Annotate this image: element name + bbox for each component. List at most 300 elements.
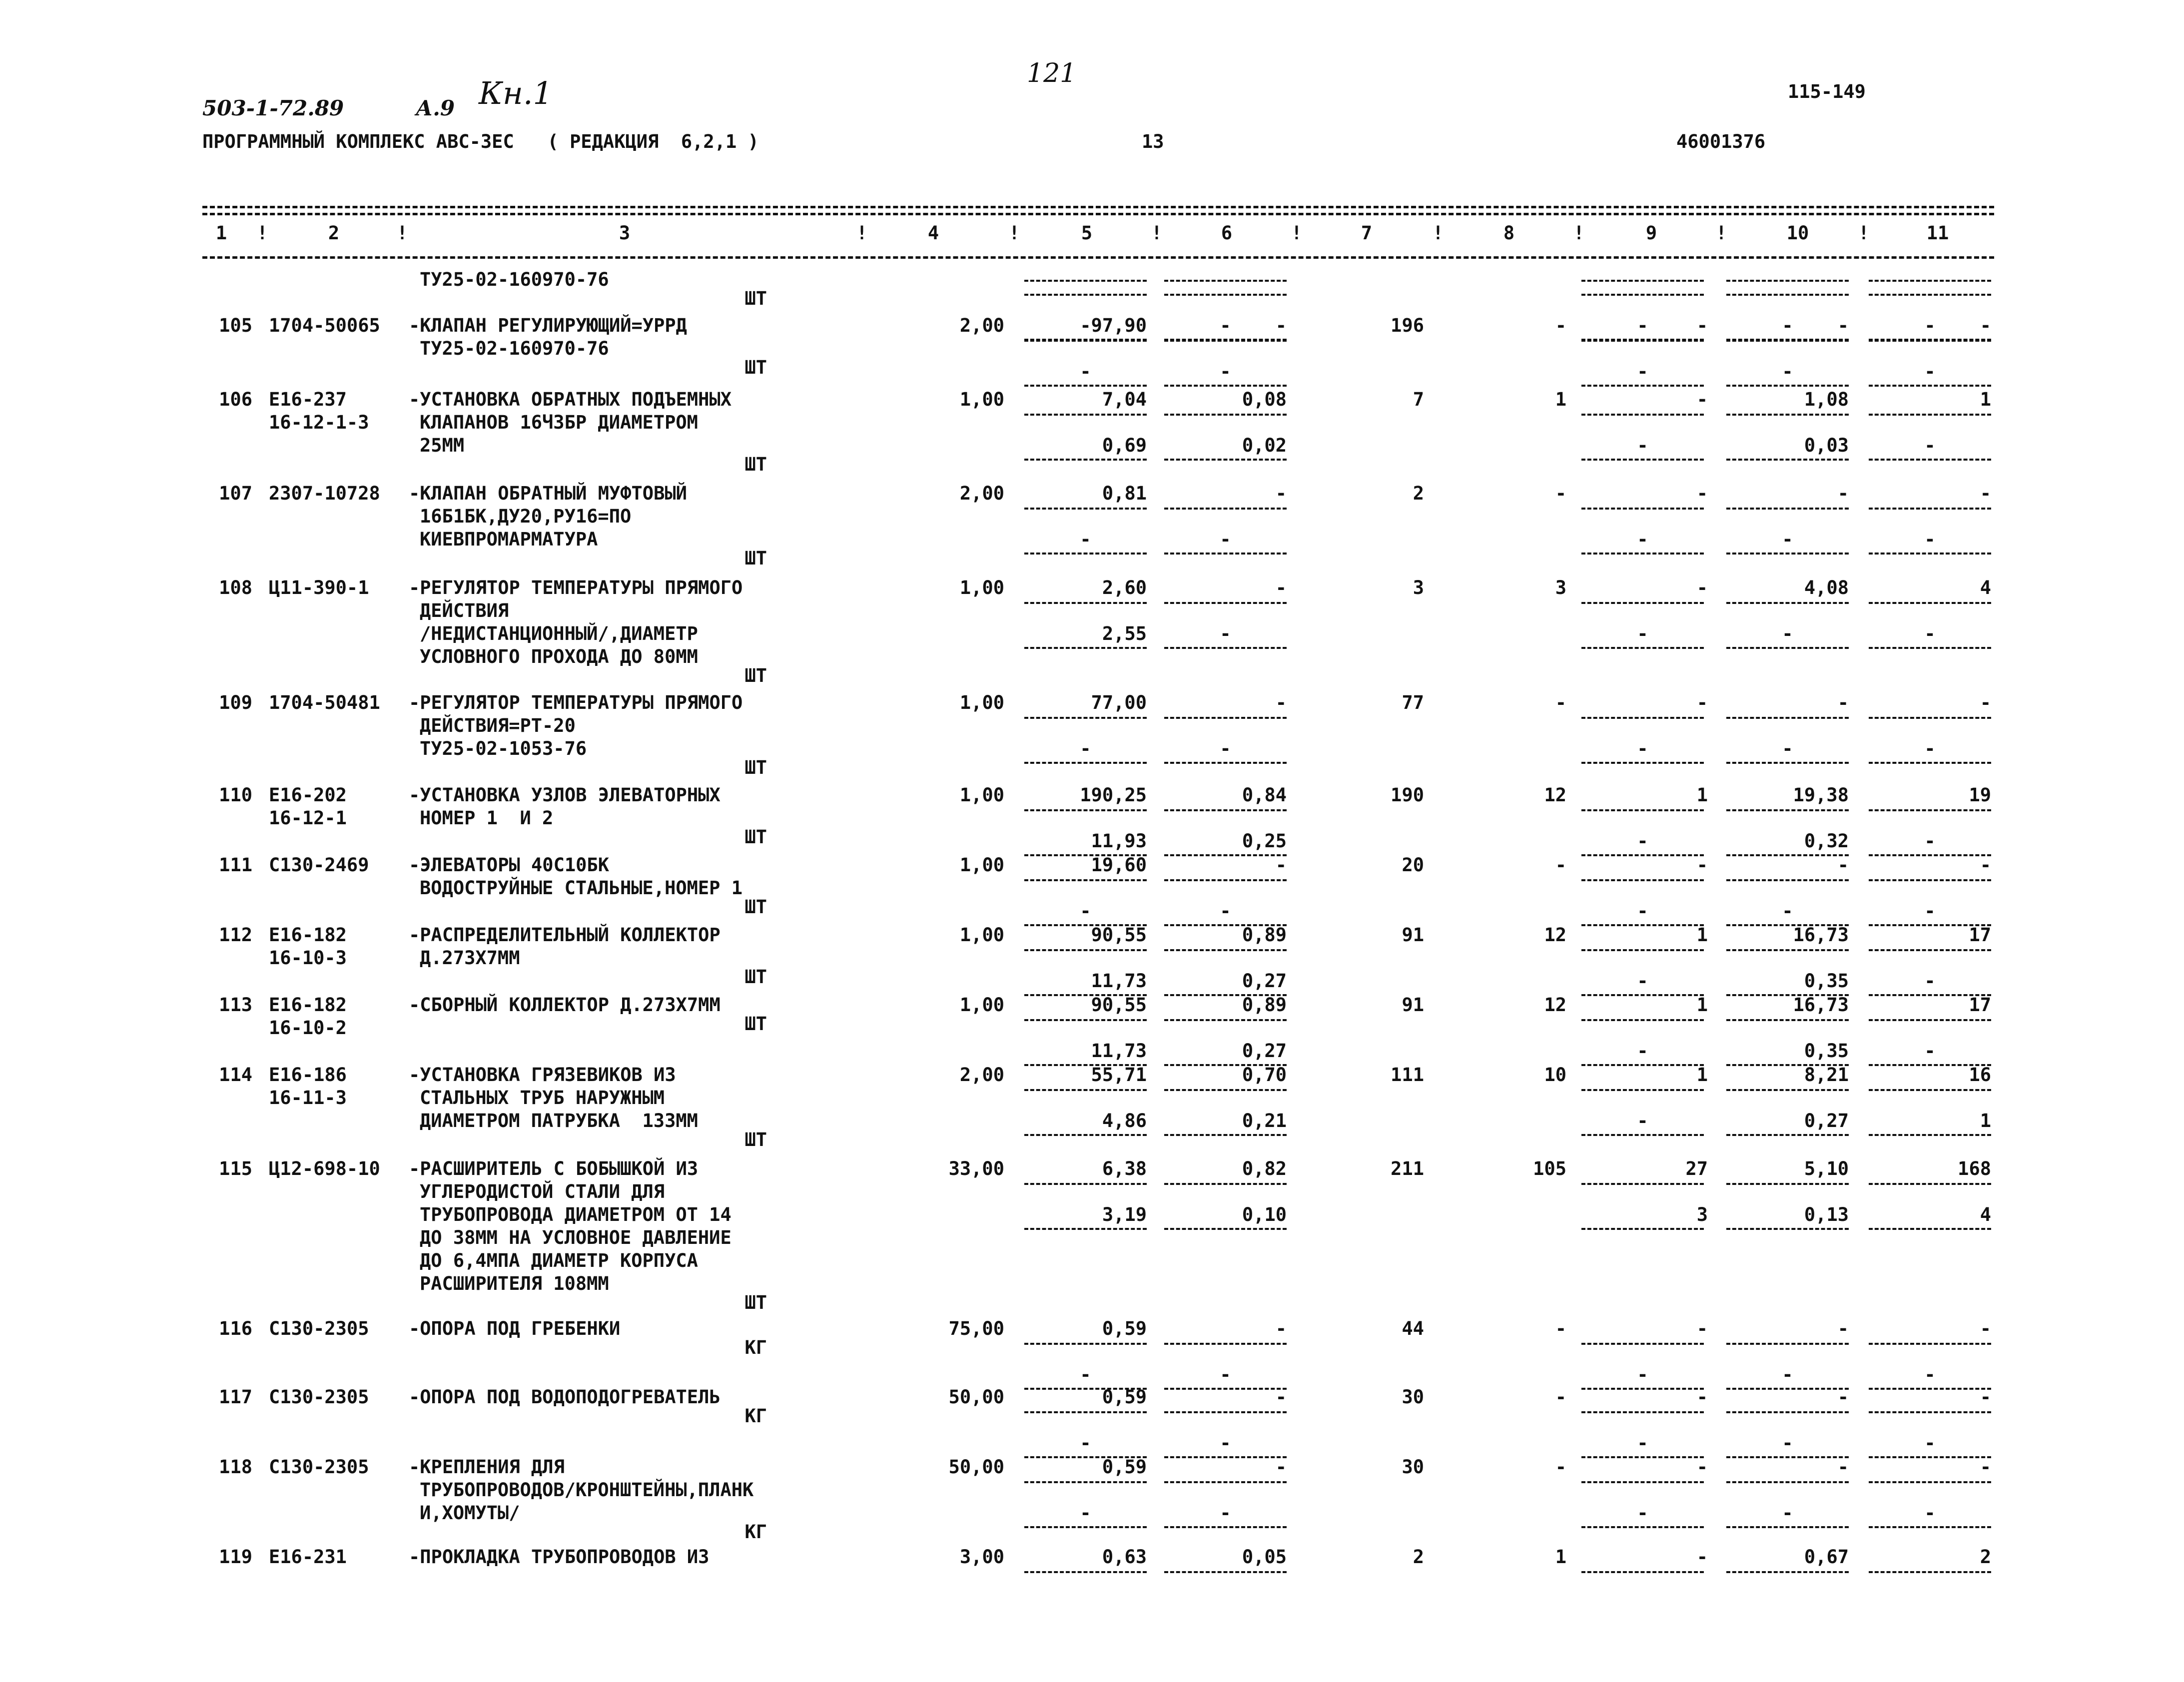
value-c10-lower: - (1782, 1364, 1793, 1385)
value-c11: - (1980, 1456, 1991, 1478)
item-description: ДО 38ММ НА УСЛОВНОЕ ДАВЛЕНИЕ (420, 1227, 731, 1248)
book-number: Кн.1 (479, 75, 553, 111)
item-description: ВОДОСТРУЙНЫЕ СТАЛЬНЫЕ,НОМЕР 1 (420, 877, 743, 899)
item-description: -КРЕПЛЕНИЯ ДЛЯ (409, 1456, 565, 1478)
value-divider-c9-lower (1581, 553, 1704, 555)
value-c6: - (1275, 1456, 1287, 1478)
value-divider-c11 (1869, 1571, 1991, 1573)
item-description: НОМЕР 1 И 2 (420, 807, 554, 829)
value-c7: 91 (1402, 924, 1424, 946)
value-c5: 7,04 (1102, 389, 1147, 410)
value-divider-c10 (1726, 1343, 1849, 1345)
value-divider-c5-lower (1024, 459, 1147, 461)
value-c10-lower: 0,03 (1804, 435, 1849, 456)
value-divider-c5 (1024, 602, 1147, 604)
value-c6-lower: 0,10 (1242, 1204, 1287, 1225)
item-code: 1704-50065 (269, 315, 380, 336)
item-code: 16-10-2 (269, 1017, 347, 1039)
value-c11-lower: 4 (1980, 1204, 1991, 1225)
value-c9-lower: - (1637, 529, 1648, 550)
value-divider-c11 (1869, 1019, 1991, 1021)
value-c10-lower: - (1782, 361, 1793, 382)
value-c10: 16,73 (1793, 994, 1849, 1016)
value-divider-c11-lower (1869, 762, 1991, 764)
value-c5: 190,25 (1080, 784, 1147, 806)
value-c9-lower: - (1637, 1502, 1648, 1524)
value-c5: 90,55 (1091, 924, 1147, 946)
column-header-3: 3 (619, 222, 631, 244)
item-description: -ОПОРА ПОД ВОДОПОДОГРЕВАТЕЛЬ (409, 1386, 721, 1408)
value-c9-lower: - (1637, 1432, 1648, 1454)
value-c10-lower: 0,13 (1804, 1204, 1849, 1225)
value-c5-lower: - (1080, 738, 1091, 759)
value-c10-lower: - (1782, 315, 1793, 336)
quantity: 1,00 (959, 924, 1004, 946)
value-divider-c11-lower (1869, 1228, 1991, 1230)
value-divider-c11 (1869, 717, 1991, 719)
value-c9: - (1696, 389, 1708, 410)
item-code: С130-2305 (269, 1456, 369, 1478)
item-description: КЛАПАНОВ 16Ч3БР ДИАМЕТРОМ (420, 412, 698, 433)
value-c5-lower: 4,86 (1102, 1110, 1147, 1131)
item-description: ТУ25-02-160970-76 (420, 338, 609, 359)
value-divider-c9 (1581, 717, 1704, 719)
row-number: 108 (219, 577, 252, 598)
value-divider-c9-lower (1581, 647, 1704, 649)
value-divider-c10-lower (1726, 1134, 1849, 1136)
value-divider-c5-lower (1024, 762, 1147, 764)
value-divider-c6 (1164, 602, 1287, 604)
item-description: КИЕВПРОМАРМАТУРА (420, 529, 598, 550)
item-description: 25ММ (420, 435, 465, 456)
value-divider-c6 (1164, 508, 1287, 510)
item-code: Ц11-390-1 (269, 577, 369, 598)
value-divider-c5-lower (1024, 1228, 1147, 1230)
value-c7: 30 (1402, 1456, 1424, 1478)
value-divider-c10 (1726, 294, 1849, 296)
value-c9: - (1696, 315, 1708, 336)
value-c6: - (1275, 854, 1287, 876)
value-divider-c11 (1869, 1089, 1991, 1091)
value-divider-c5 (1024, 809, 1147, 811)
value-c5-lower: - (1080, 315, 1091, 336)
unit-of-measure: ШТ (744, 665, 767, 686)
value-c9: - (1696, 1546, 1708, 1568)
value-divider-c9-lower (1581, 1526, 1704, 1528)
value-divider-c11-lower (1869, 385, 1991, 387)
unit-of-measure: ШТ (744, 896, 767, 918)
value-divider-c9-lower (1581, 385, 1704, 387)
value-c8: - (1555, 315, 1566, 336)
value-divider-c5 (1024, 949, 1147, 951)
column-separator: ! (1573, 222, 1585, 244)
item-description: ДЕЙСТВИЯ=РТ-20 (420, 715, 576, 736)
value-c9: 27 (1685, 1158, 1708, 1179)
value-c6-lower: - (1220, 361, 1231, 382)
quantity: 1,00 (959, 577, 1004, 598)
item-code: Е16-202 (269, 784, 347, 806)
value-c11-lower: - (1924, 1040, 1936, 1062)
value-c9-lower: - (1637, 315, 1648, 336)
value-divider-c6 (1164, 294, 1287, 296)
value-divider-c11 (1869, 809, 1991, 811)
value-divider-c6-lower (1164, 647, 1287, 649)
item-code: Е16-182 (269, 924, 347, 946)
value-c11-lower: - (1924, 1432, 1936, 1454)
value-c5-lower: 2,55 (1102, 623, 1147, 644)
value-divider-c11-lower (1869, 553, 1991, 555)
item-description: /НЕДИСТАНЦИОННЫЙ/,ДИАМЕТР (420, 623, 698, 644)
value-divider-c9 (1581, 1481, 1704, 1483)
item-code: Е16-186 (269, 1064, 347, 1086)
item-description: ДЕЙСТВИЯ (420, 600, 509, 621)
column-header-8: 8 (1503, 222, 1515, 244)
value-c7: 7 (1413, 389, 1424, 410)
value-c10: - (1837, 315, 1849, 336)
value-divider-c5 (1024, 414, 1147, 416)
value-c11: 19 (1969, 784, 1991, 806)
value-divider-c6 (1164, 1089, 1287, 1091)
value-divider-c6 (1164, 717, 1287, 719)
value-divider-c9 (1581, 1343, 1704, 1345)
value-c10: 8,21 (1804, 1064, 1849, 1086)
value-c8: - (1555, 854, 1566, 876)
job-number: 46001376 (1676, 131, 1766, 152)
item-code: С130-2305 (269, 1318, 369, 1339)
value-c8: - (1555, 1386, 1566, 1408)
column-separator: ! (396, 222, 408, 244)
value-c6: 0,08 (1242, 389, 1287, 410)
value-c10: - (1837, 1386, 1849, 1408)
value-divider-c10 (1726, 1183, 1849, 1185)
value-c11-lower: - (1924, 623, 1936, 644)
value-c10-lower: 0,35 (1804, 970, 1849, 992)
value-c7: 91 (1402, 994, 1424, 1016)
value-c11-lower: - (1924, 1502, 1936, 1524)
value-c7: 3 (1413, 577, 1424, 598)
value-divider-c5 (1024, 1089, 1147, 1091)
value-c8: 12 (1544, 924, 1566, 946)
value-c8: 1 (1555, 389, 1566, 410)
row-number: 112 (219, 924, 252, 946)
item-description: ТУ25-02-1053-76 (420, 738, 587, 759)
unit-of-measure: ШТ (744, 757, 767, 778)
value-c5-lower: - (1080, 361, 1091, 382)
value-c5: 55,71 (1091, 1064, 1147, 1086)
value-c7: 111 (1391, 1064, 1424, 1086)
quantity: 1,00 (959, 784, 1004, 806)
value-c9: - (1696, 483, 1708, 504)
value-c5: 0,63 (1102, 1546, 1147, 1568)
value-divider-c11 (1869, 294, 1991, 296)
value-c10: - (1837, 1456, 1849, 1478)
value-c9-lower: - (1637, 738, 1648, 759)
item-code: С130-2305 (269, 1386, 369, 1408)
value-divider-c5 (1024, 879, 1147, 881)
value-c10-lower: - (1782, 623, 1793, 644)
item-code: 2307-10728 (269, 483, 380, 504)
value-divider-c11 (1869, 340, 1991, 342)
value-divider-c5 (1024, 1481, 1147, 1483)
unit-of-measure: КГ (744, 1405, 767, 1427)
row-number: 111 (219, 854, 252, 876)
value-divider-c6 (1164, 1343, 1287, 1345)
value-c5-lower: 11,93 (1091, 830, 1147, 852)
value-divider-c6-lower (1164, 1134, 1287, 1136)
column-separator: ! (1151, 222, 1163, 244)
continuation-divider (1869, 280, 1991, 282)
value-c5: 19,60 (1091, 854, 1147, 876)
value-c9-lower: - (1637, 623, 1648, 644)
row-number: 109 (219, 692, 252, 713)
value-c11-lower: - (1924, 830, 1936, 852)
value-c8: - (1555, 1318, 1566, 1339)
value-c6: 0,05 (1242, 1546, 1287, 1568)
value-c8: 12 (1544, 784, 1566, 806)
value-divider-c6 (1164, 340, 1287, 342)
value-divider-c5 (1024, 1343, 1147, 1345)
value-c11: - (1980, 1318, 1991, 1339)
value-c5: 97,90 (1091, 315, 1147, 336)
continuation-divider (1581, 280, 1704, 282)
value-divider-c10 (1726, 949, 1849, 951)
value-c10: 16,73 (1793, 924, 1849, 946)
value-divider-c5 (1024, 340, 1147, 342)
value-divider-c10 (1726, 1089, 1849, 1091)
value-c6: 0,84 (1242, 784, 1287, 806)
value-c10: - (1837, 1318, 1849, 1339)
value-divider-c9 (1581, 879, 1704, 881)
item-description: ТУ25-02-160970-76 (420, 269, 609, 290)
value-divider-c10 (1726, 508, 1849, 510)
value-c8: 3 (1555, 577, 1566, 598)
value-c6-lower: - (1220, 738, 1231, 759)
value-c11: 17 (1969, 924, 1991, 946)
value-c11-lower: - (1924, 435, 1936, 456)
value-divider-c10 (1726, 602, 1849, 604)
item-description: -ОПОРА ПОД ГРЕБЕНКИ (409, 1318, 621, 1339)
value-c6: 0,70 (1242, 1064, 1287, 1086)
item-description: -ЭЛЕВАТОРЫ 40С10БК (409, 854, 609, 876)
value-c11-lower: - (1924, 361, 1936, 382)
value-divider-c10 (1726, 879, 1849, 881)
unit-of-measure: КГ (744, 1337, 767, 1358)
value-c5-lower: 11,73 (1091, 1040, 1147, 1062)
value-divider-c6-lower (1164, 1526, 1287, 1528)
unit-of-measure: ШТ (744, 966, 767, 988)
value-c9: - (1696, 692, 1708, 713)
value-c8: 10 (1544, 1064, 1566, 1086)
value-divider-c9 (1581, 1019, 1704, 1021)
value-divider-c6 (1164, 1183, 1287, 1185)
column-header-2: 2 (328, 222, 340, 244)
unit-of-measure: КГ (744, 1521, 767, 1543)
item-description: УГЛЕРОДИСТОЙ СТАЛИ ДЛЯ (420, 1181, 665, 1202)
column-header-5: 5 (1081, 222, 1093, 244)
value-divider-c11 (1869, 414, 1991, 416)
value-c11-lower: - (1924, 315, 1936, 336)
program-title: ПРОГРАММНЫЙ КОМПЛЕКС АВС-3ЕС ( РЕДАКЦИЯ 6,2,1 ) (202, 131, 759, 152)
value-c6-lower: 0,02 (1242, 435, 1287, 456)
value-divider-c9 (1581, 1411, 1704, 1413)
item-description: -РЕГУЛЯТОР ТЕМПЕРАТУРЫ ПРЯМОГО (409, 692, 743, 713)
value-divider-c6-lower (1164, 459, 1287, 461)
value-divider-c10 (1726, 414, 1849, 416)
value-c5: 77,00 (1091, 692, 1147, 713)
item-code: Е16-182 (269, 994, 347, 1016)
value-c5-lower: - (1080, 1502, 1091, 1524)
value-c6-lower: - (1220, 1502, 1231, 1524)
item-code: 16-10-3 (269, 947, 347, 969)
value-divider-c6 (1164, 1019, 1287, 1021)
item-description: -ПРОКЛАДКА ТРУБОПРОВОДОВ ИЗ (409, 1546, 710, 1568)
value-c9: - (1696, 1386, 1708, 1408)
value-c11: 168 (1958, 1158, 1991, 1179)
value-c5: 2,60 (1102, 577, 1147, 598)
value-c11: - (1980, 854, 1991, 876)
value-divider-c11-lower (1869, 1134, 1991, 1136)
value-c9-lower: 3 (1696, 1204, 1708, 1225)
value-c8: 12 (1544, 994, 1566, 1016)
value-c5-lower: 3,19 (1102, 1204, 1147, 1225)
column-header-10: 10 (1786, 222, 1809, 244)
value-c9-lower: - (1637, 435, 1648, 456)
value-divider-c5 (1024, 508, 1147, 510)
value-c9: 1 (1696, 924, 1708, 946)
value-c10-lower: 0,27 (1804, 1110, 1849, 1131)
value-divider-c6-lower (1164, 385, 1287, 387)
value-c5: 0,59 (1102, 1386, 1147, 1408)
value-c6: 0,89 (1242, 994, 1287, 1016)
column-separator: ! (1432, 222, 1444, 244)
value-c11-lower: - (1924, 529, 1936, 550)
value-c9-lower: - (1637, 1040, 1648, 1062)
column-header-11: 11 (1926, 222, 1949, 244)
value-c10: 19,38 (1793, 784, 1849, 806)
value-c6-lower: 0,25 (1242, 830, 1287, 852)
row-number: 114 (219, 1064, 252, 1086)
value-divider-c6-lower (1164, 762, 1287, 764)
value-c10-lower: - (1782, 738, 1793, 759)
column-header-1: 1 (215, 222, 227, 244)
column-separator: ! (1715, 222, 1727, 244)
value-divider-c9 (1581, 1183, 1704, 1185)
value-c6: - (1275, 315, 1287, 336)
value-divider-c11-lower (1869, 647, 1991, 649)
value-c11-lower: - (1924, 900, 1936, 922)
value-divider-c9 (1581, 294, 1704, 296)
value-c5-lower: 0,69 (1102, 435, 1147, 456)
value-c5-lower: - (1080, 529, 1091, 550)
quantity: 2,00 (959, 1064, 1004, 1086)
value-divider-c5 (1024, 1411, 1147, 1413)
unit-of-measure: ШТ (744, 1292, 767, 1313)
value-c10: 1,08 (1804, 389, 1849, 410)
value-divider-c6-lower (1164, 553, 1287, 555)
column-separator: ! (1008, 222, 1020, 244)
value-c10: 4,08 (1804, 577, 1849, 598)
row-number: 106 (219, 389, 252, 410)
unit-of-measure: ШТ (744, 288, 767, 309)
value-c7: 2 (1413, 483, 1424, 504)
item-code: Ц12-698-10 (269, 1158, 380, 1179)
value-divider-c6 (1164, 809, 1287, 811)
item-description: ДИАМЕТРОМ ПАТРУБКА 133ММ (420, 1110, 698, 1131)
value-c9-lower: - (1637, 1364, 1648, 1385)
row-number: 116 (219, 1318, 252, 1339)
value-divider-c9 (1581, 949, 1704, 951)
value-divider-c10-lower (1726, 647, 1849, 649)
value-divider-c11 (1869, 1183, 1991, 1185)
table-top-rule-double (202, 213, 1994, 215)
value-c10-lower: - (1782, 900, 1793, 922)
quantity: 1,00 (959, 389, 1004, 410)
value-c11-lower: - (1924, 1364, 1936, 1385)
item-description: -СБОРНЫЙ КОЛЛЕКТОР Д.273Х7ММ (409, 994, 721, 1016)
value-divider-c10 (1726, 340, 1849, 342)
value-c10: 5,10 (1804, 1158, 1849, 1179)
value-divider-c10 (1726, 1481, 1849, 1483)
value-c11-lower: 1 (1980, 1110, 1991, 1131)
value-c7: 190 (1391, 784, 1424, 806)
value-divider-c5-lower (1024, 385, 1147, 387)
value-divider-c5 (1024, 1183, 1147, 1185)
value-c9: - (1696, 577, 1708, 598)
unit-of-measure: ШТ (744, 826, 767, 848)
value-divider-c11-lower (1869, 459, 1991, 461)
item-description: ДО 6,4МПА ДИАМЕТР КОРПУСА (420, 1250, 698, 1271)
value-divider-c11 (1869, 1343, 1991, 1345)
column-header-9: 9 (1645, 222, 1657, 244)
value-divider-c9 (1581, 1089, 1704, 1091)
value-divider-c11 (1869, 602, 1991, 604)
value-c11-lower: - (1924, 970, 1936, 992)
sheet-range: 115-149 (1788, 81, 1866, 102)
value-c5-lower: - (1080, 900, 1091, 922)
value-divider-c6 (1164, 1481, 1287, 1483)
value-c11: - (1980, 315, 1991, 336)
value-c9-lower: - (1637, 970, 1648, 992)
column-header-4: 4 (927, 222, 939, 244)
quantity: 75,00 (948, 1318, 1004, 1339)
value-divider-c11-lower (1869, 1526, 1991, 1528)
value-divider-c9 (1581, 414, 1704, 416)
value-c9: 1 (1696, 1064, 1708, 1086)
table-header-rule (202, 256, 1994, 259)
value-divider-c11 (1869, 949, 1991, 951)
quantity: 1,00 (959, 854, 1004, 876)
value-c9-lower: - (1637, 1110, 1648, 1131)
value-c10: - (1837, 692, 1849, 713)
column-header-7: 7 (1361, 222, 1373, 244)
value-c11: 16 (1969, 1064, 1991, 1086)
item-description: Д.273Х7ММ (420, 947, 520, 969)
row-number: 105 (219, 315, 252, 336)
value-c10-lower: 0,35 (1804, 1040, 1849, 1062)
value-c5-lower: 11,73 (1091, 970, 1147, 992)
item-description: -КЛАПАН ОБРАТНЫЙ МУФТОВЫЙ (409, 483, 687, 504)
value-c7: 20 (1402, 854, 1424, 876)
item-description: 16Б1БК,ДУ20,РУ16=ПО (420, 506, 632, 527)
value-c9: 1 (1696, 994, 1708, 1016)
row-number: 119 (219, 1546, 252, 1568)
value-c6-lower: - (1220, 529, 1231, 550)
unit-of-measure: ШТ (744, 454, 767, 475)
value-divider-c10 (1726, 809, 1849, 811)
value-divider-c5-lower (1024, 1526, 1147, 1528)
item-description: ТРУБОПРОВОДОВ/КРОНШТЕЙНЫ,ПЛАНК (420, 1479, 754, 1501)
item-code: 1704-50481 (269, 692, 380, 713)
